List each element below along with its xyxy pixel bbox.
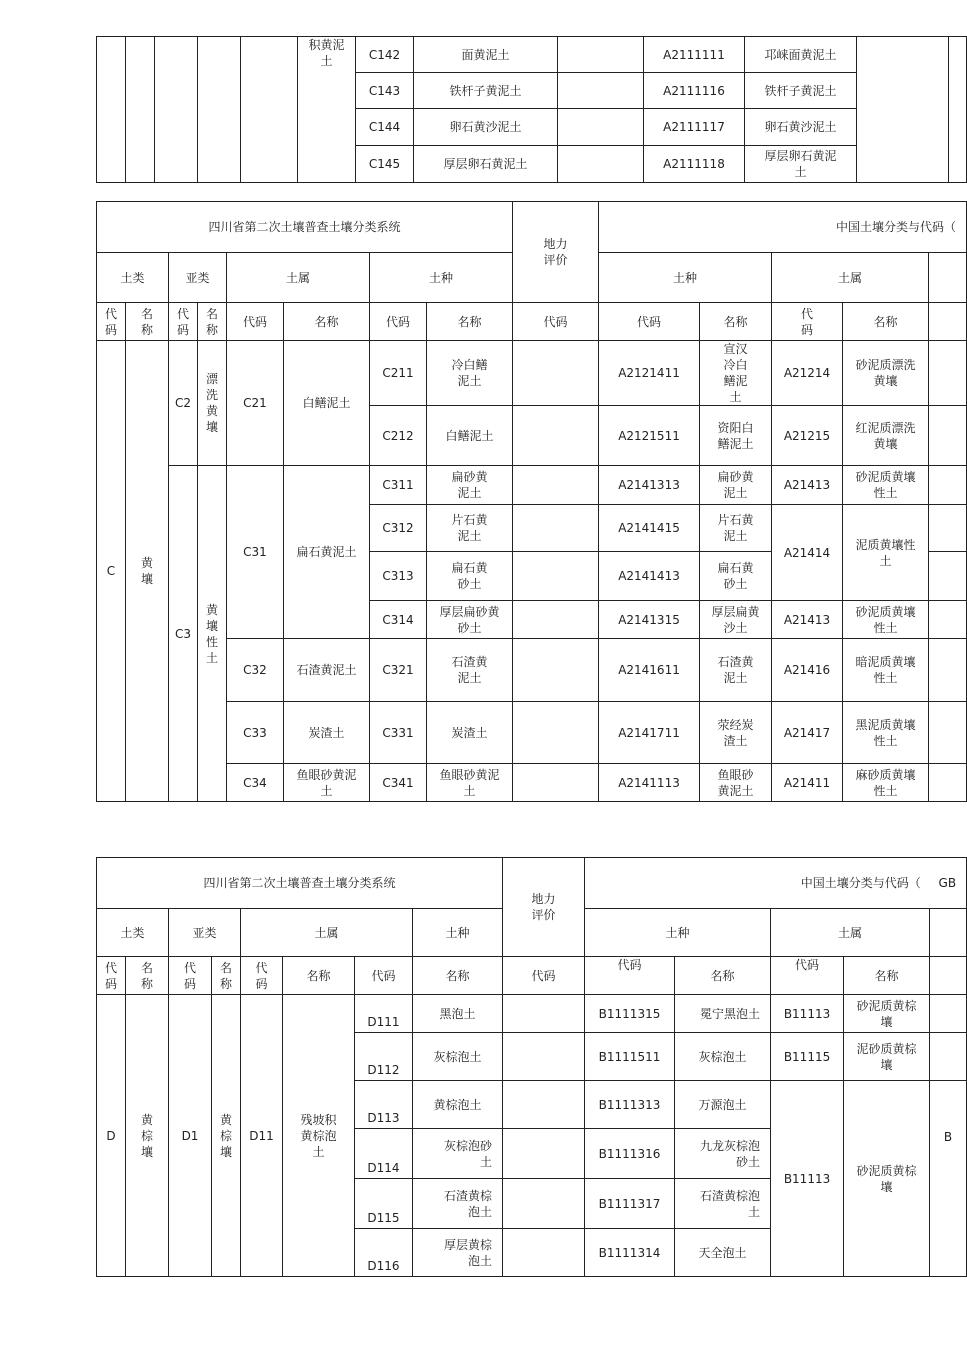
- gb-species-name: 九龙灰棕泡砂土: [675, 1129, 771, 1179]
- soil-species-name: 面黄泥土: [414, 37, 558, 73]
- col-mingcheng: 名称: [126, 303, 169, 341]
- genus-code: C33: [227, 702, 284, 764]
- soil-species-code: C145: [356, 146, 414, 183]
- gb-tushu-header: 土属: [772, 253, 929, 303]
- genus-name: 鱼眼砂黄泥土: [284, 764, 370, 802]
- gb-genus-code: B11113: [771, 995, 844, 1033]
- soil-species-code: C142: [356, 37, 414, 73]
- soil-class-name: 黄壤: [126, 341, 169, 802]
- soil-species-name: 厚层卵石黄泥土: [414, 146, 558, 183]
- sichuan-system-title: 四川省第二次土壤普查土壤分类系统: [97, 202, 513, 253]
- col-mingcheng: 名称: [212, 957, 241, 995]
- soil-species-code: D112: [355, 1033, 413, 1081]
- table-huangrang: [96, 201, 967, 802]
- col-mingcheng: 名称: [427, 303, 513, 341]
- subclass-name: 漂洗黄壤: [198, 341, 227, 466]
- genus-name: 石渣黄泥土: [284, 639, 370, 702]
- gb-genus-name: 砂泥质黄棕壤: [844, 995, 930, 1033]
- col-mingcheng: 名称: [675, 957, 771, 995]
- genus-code: C34: [227, 764, 284, 802]
- soil-species-name: 黄棕泡土: [413, 1081, 503, 1129]
- soil-species-name: 扁石黄砂土: [427, 552, 513, 601]
- gb-species-code: A2111116: [644, 73, 745, 109]
- gb-species-name: 扁砂黄泥土: [700, 466, 772, 505]
- gb-genus-name: 麻砂质黄壤性土: [843, 764, 929, 802]
- subclass-code: D1: [169, 995, 212, 1277]
- gb-genus-code: A21417: [772, 702, 843, 764]
- gb-genus-code: B11113: [771, 1081, 844, 1277]
- gb-species-name: 灰棕泡土: [675, 1033, 771, 1081]
- soil-species-name: 灰棕泡砂土: [413, 1129, 503, 1179]
- gb-genus-code: A21413: [772, 466, 843, 505]
- soil-species-name: 厚层扁砂黄砂土: [427, 601, 513, 639]
- soil-species-name: 厚层黄棕泡土: [413, 1229, 503, 1277]
- soil-species-code: C212: [370, 406, 427, 466]
- genus-name: 扁石黄泥土: [284, 466, 370, 639]
- tushu-header: 土属: [241, 909, 413, 957]
- col-daima: 代码: [169, 957, 212, 995]
- soil-species-code: C321: [370, 639, 427, 702]
- genus-name: 白鳝泥土: [284, 341, 370, 466]
- gb-species-name: 卵石黄沙泥土: [745, 109, 857, 146]
- col-mingcheng: 名称: [413, 957, 503, 995]
- gb-genus-name: 砂泥质黄壤性土: [843, 466, 929, 505]
- gb-genus-code: A21411: [772, 764, 843, 802]
- gb-species-name: 天全泡土: [675, 1229, 771, 1277]
- yalei-header: 亚类: [169, 253, 227, 303]
- gb-genus-code: A21413: [772, 601, 843, 639]
- gb-genus-name: 红泥质漂洗黄壤: [843, 406, 929, 466]
- soil-species-name: 鱼眼砂黄泥土: [427, 764, 513, 802]
- gb-tuzhong-header: 土种: [585, 909, 771, 957]
- gb-species-code: A2121411: [599, 341, 700, 406]
- gb-genus-code: A21214: [772, 341, 843, 406]
- diliping-header: 地力评价: [513, 202, 599, 303]
- gb-genus-code: A21414: [772, 505, 843, 601]
- soil-species-code: D114: [355, 1129, 413, 1179]
- soil-species-code: C311: [370, 466, 427, 505]
- gb-species-code: A2111117: [644, 109, 745, 146]
- gb-species-code: A2141315: [599, 601, 700, 639]
- subclass-name: 黄棕壤: [212, 995, 241, 1277]
- soil-species-name: 扁砂黄泥土: [427, 466, 513, 505]
- soil-species-code: C314: [370, 601, 427, 639]
- gb-species-code: A2141313: [599, 466, 700, 505]
- gb-system-title-tail: GB: [938, 876, 957, 890]
- gb-species-code: B1111511: [585, 1033, 675, 1081]
- table-c1-continuation: [96, 36, 967, 183]
- col-mingcheng: 名称: [844, 957, 930, 995]
- col-daima: 代码: [513, 303, 599, 341]
- gb-system-title-wrap: [585, 858, 967, 909]
- gb-genus-name: 砂泥质黄壤性土: [843, 601, 929, 639]
- genus-code: C31: [227, 466, 284, 639]
- col-mingcheng: 名称: [126, 957, 169, 995]
- gb-species-code: B1111315: [585, 995, 675, 1033]
- col-daima: 代码: [772, 303, 843, 341]
- soil-species-code: C313: [370, 552, 427, 601]
- gb-system-title: 中国土壤分类与代码（: [800, 876, 921, 890]
- col-daima: 代码: [97, 957, 126, 995]
- genus-name: 残坡积黄棕泡土: [283, 995, 355, 1277]
- gb-species-code: A2141413: [599, 552, 700, 601]
- gb-species-name: 资阳白鳝泥土: [700, 406, 772, 466]
- gb-species-code: B1111316: [585, 1129, 675, 1179]
- gb-species-name: 宣汉冷白鳝泥土: [700, 341, 772, 406]
- soil-species-name: 炭渣土: [427, 702, 513, 764]
- gb-species-code: A2141611: [599, 639, 700, 702]
- soil-species-code: C143: [356, 73, 414, 109]
- soil-species-code: C331: [370, 702, 427, 764]
- gb-tuzhong-header: 土种: [599, 253, 772, 303]
- soil-species-code: D116: [355, 1229, 413, 1277]
- gb-species-name: 邛崃面黄泥土: [745, 37, 857, 73]
- col-mingcheng: 名称: [843, 303, 929, 341]
- tulei-header: 土类: [97, 909, 169, 957]
- col-mingcheng: 名称: [700, 303, 772, 341]
- col-daima: 代码: [503, 957, 585, 995]
- gb-species-name: 扁石黄砂土: [700, 552, 772, 601]
- soil-species-name: 石渣黄棕泡土: [413, 1179, 503, 1229]
- soil-species-name: 灰棕泡土: [413, 1033, 503, 1081]
- gb-species-code: B1111317: [585, 1179, 675, 1229]
- gb-genus-code: A21416: [772, 639, 843, 702]
- gb-genus-name: 砂泥质黄棕壤: [844, 1081, 930, 1277]
- gb-species-name: 厚层扁黄沙土: [700, 601, 772, 639]
- subclass-code: C3: [169, 466, 198, 802]
- gb-tushu-header: 土属: [771, 909, 930, 957]
- tushu-header: 土属: [227, 253, 370, 303]
- soil-species-name: 铁杆子黄泥土: [414, 73, 558, 109]
- soil-class-code: D: [97, 995, 126, 1277]
- col-daima: 代码: [355, 957, 413, 995]
- col-daima: 代码: [97, 303, 126, 341]
- col-daima: 代码: [771, 957, 844, 995]
- soil-species-code: D113: [355, 1081, 413, 1129]
- edge-fragment: B: [930, 1081, 967, 1277]
- gb-species-code: B1111314: [585, 1229, 675, 1277]
- col-mingcheng: 名称: [283, 957, 355, 995]
- col-daima: 代码: [227, 303, 284, 341]
- genus-name: 炭渣土: [284, 702, 370, 764]
- yalei-header: 亚类: [169, 909, 241, 957]
- tuzhong-header: 土种: [370, 253, 513, 303]
- gb-species-name: 荥经炭渣土: [700, 702, 772, 764]
- gb-species-code: A2121511: [599, 406, 700, 466]
- soil-species-name: 石渣黄泥土: [427, 639, 513, 702]
- gb-genus-name: 黑泥质黄壤性土: [843, 702, 929, 764]
- gb-species-code: A2141711: [599, 702, 700, 764]
- soil-species-name: 黑泡土: [413, 995, 503, 1033]
- subclass-name: 黄壤性土: [198, 466, 227, 802]
- soil-species-code: C341: [370, 764, 427, 802]
- soil-species-code: D111: [355, 995, 413, 1033]
- gb-species-code: A2111118: [644, 146, 745, 183]
- soil-species-code: D115: [355, 1179, 413, 1229]
- gb-species-code: A2111111: [644, 37, 745, 73]
- gb-species-name: 铁杆子黄泥土: [745, 73, 857, 109]
- gb-genus-name: 砂泥质漂洗黄壤: [843, 341, 929, 406]
- gb-species-name: 石渣黄棕泡土: [675, 1179, 771, 1229]
- gb-species-name: 片石黄泥土: [700, 505, 772, 552]
- col-mingcheng: 名称: [284, 303, 370, 341]
- gb-species-name: 石渣黄泥土: [700, 639, 772, 702]
- gb-species-code: A2141415: [599, 505, 700, 552]
- soil-species-name: 片石黄泥土: [427, 505, 513, 552]
- table-huangzongrang: [96, 857, 967, 1277]
- sichuan-system-title: 四川省第二次土壤普查土壤分类系统: [97, 858, 503, 909]
- soil-species-name: 冷白鳝泥土: [427, 341, 513, 406]
- gb-genus-code: B11115: [771, 1033, 844, 1081]
- col-daima: 代码: [241, 957, 283, 995]
- tuzhong-header: 土种: [413, 909, 503, 957]
- soil-species-code: C312: [370, 505, 427, 552]
- col-daima: 代码: [585, 957, 675, 995]
- subclass-code: C2: [169, 341, 198, 466]
- gb-species-name: 万源泡土: [675, 1081, 771, 1129]
- col-daima: 代码: [599, 303, 700, 341]
- gb-genus-name: 泥质黄壤性土: [843, 505, 929, 601]
- gb-genus-code: A21215: [772, 406, 843, 466]
- genus-code: C32: [227, 639, 284, 702]
- col-mingcheng: 名称: [198, 303, 227, 341]
- diliping-header: 地力评价: [503, 858, 585, 957]
- gb-species-name: 厚层卵石黄泥土: [745, 146, 857, 183]
- gb-genus-name: 泥砂质黄棕壤: [844, 1033, 930, 1081]
- gb-system-title: 中国土壤分类与代码（: [599, 202, 967, 253]
- soil-species-name: 白鳝泥土: [427, 406, 513, 466]
- col-daima: 代码: [169, 303, 198, 341]
- subclass-name-tail: 积黄泥土: [298, 37, 356, 183]
- col-daima: 代码: [370, 303, 427, 341]
- soil-species-name: 卵石黄沙泥土: [414, 109, 558, 146]
- gb-genus-name: 暗泥质黄壤性土: [843, 639, 929, 702]
- gb-species-code: A2141113: [599, 764, 700, 802]
- soil-species-code: C211: [370, 341, 427, 406]
- soil-class-name: 黄棕壤: [126, 995, 169, 1277]
- soil-species-code: C144: [356, 109, 414, 146]
- soil-class-code: C: [97, 341, 126, 802]
- genus-code: C21: [227, 341, 284, 466]
- gb-species-name: 鱼眼砂黄泥土: [700, 764, 772, 802]
- genus-code: D11: [241, 995, 283, 1277]
- gb-species-code: B1111313: [585, 1081, 675, 1129]
- gb-species-name: 冕宁黑泡土: [675, 995, 771, 1033]
- tulei-header: 土类: [97, 253, 169, 303]
